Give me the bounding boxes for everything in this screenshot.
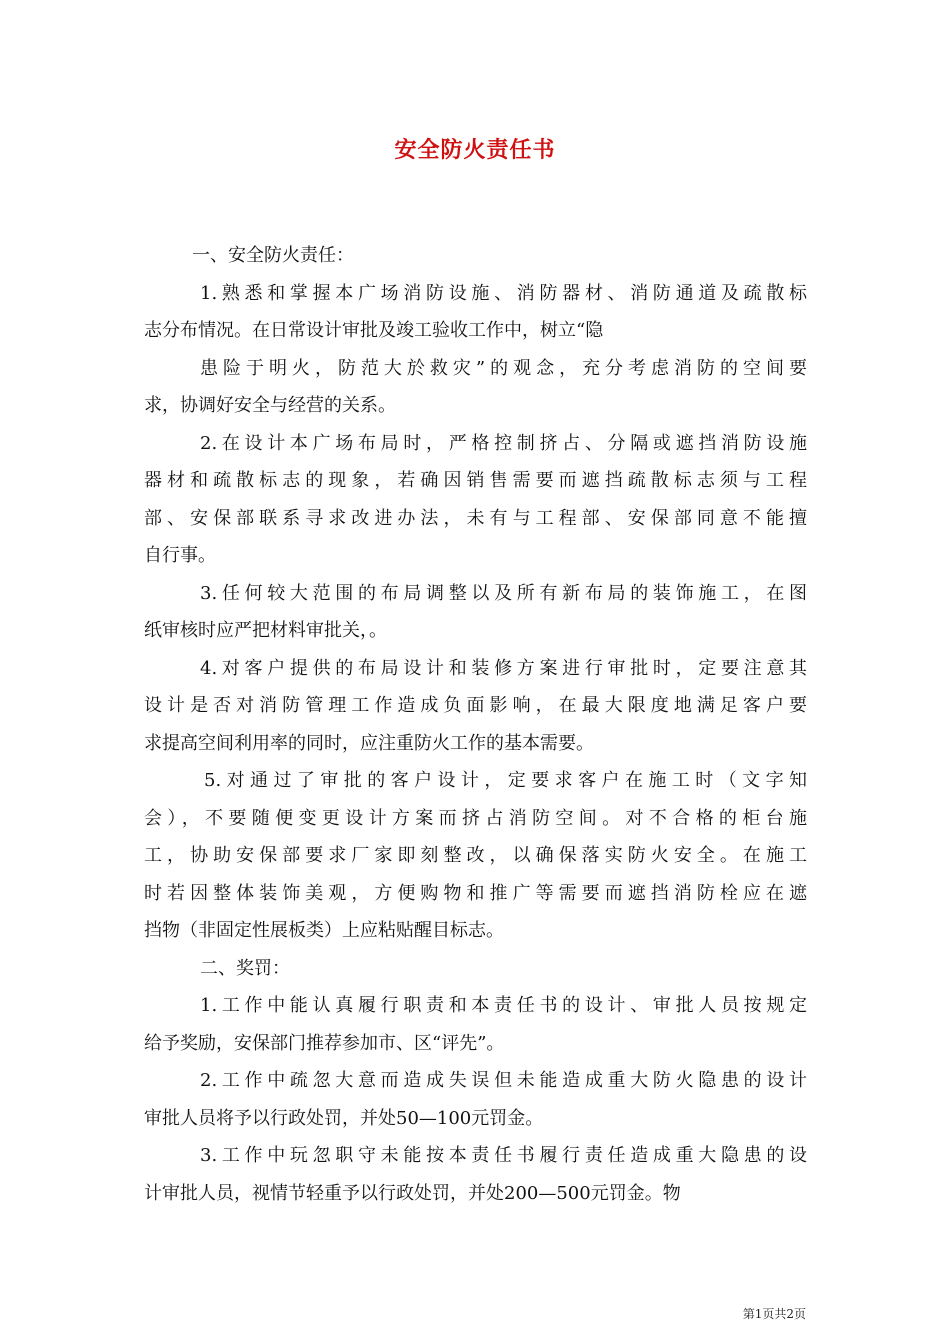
text-line: 自行事。 [144, 545, 216, 566]
text-line: 1.工作中能认真履行职责和本责任书的设计、审批人员按规定 [200, 995, 807, 1016]
text-line: 部、安保部联系寻求改进办法，未有与工程部、安保部同意不能擅 [144, 507, 807, 529]
text-line: 患险于明火，防范大於救灾”的观念，充分考虑消防的空间要 [200, 357, 807, 379]
text-line: 一、安全防火责任： [192, 245, 354, 266]
text-line: 挡物（非固定性展板类）上应粘贴醒目标志。 [144, 920, 504, 941]
paragraph [144, 1062, 807, 1137]
document-body [144, 237, 807, 1212]
text-line: 纸审核时应严把材料审批关，。 [144, 620, 387, 641]
paragraph [144, 650, 807, 763]
text-line: 计审批人员，视情节轻重予以行政处罚，并处200—500元罚金。物 [144, 1182, 681, 1204]
text-line: 二、奖罚： [200, 957, 290, 979]
text-line: 1.熟悉和掌握本广场消防设施、消防器材、消防通道及疏散标 [200, 282, 807, 304]
text-line: 求，协调好安全与经营的关系。 [144, 395, 396, 416]
document-title: 安全防火责任书 [394, 138, 556, 163]
paragraph [144, 950, 807, 988]
text-line: 时若因整体装饰美观，方便购物和推广等需要而遮挡消防栓应在遮 [144, 882, 807, 904]
text-line: 志分布情况。在日常设计审批及竣工验收工作中，树立“隐 [144, 320, 604, 341]
text-line: 3.工作中玩忽职守未能按本责任书履行责任造成重大隐患的设 [200, 1145, 807, 1166]
paragraph [144, 425, 807, 575]
text-line: 器材和疏散标志的现象，若确因销售需要而遮挡疏散标志须与工程 [144, 470, 807, 491]
paragraph [144, 762, 807, 950]
text-line: 工，协助安保部要求厂家即刻整改，以确保落实防火安全。在施工 [144, 845, 807, 866]
text-line: 会），不要随便变更设计方案而挤占消防空间。对不合格的柜台施 [144, 807, 807, 829]
paragraph [144, 987, 807, 1062]
text-line: 4.对客户提供的布局设计和装修方案进行审批时，定要注意其 [200, 657, 807, 679]
text-line: 5.对通过了审批的客户设计，定要求客户在施工时（文字知 [204, 770, 807, 791]
paragraph [144, 237, 807, 275]
text-line: 3.任何较大范围的布局调整以及所有新布局的装饰施工，在图 [200, 582, 807, 604]
paragraph [144, 275, 807, 350]
text-line: 求提高空间利用率的同时，应注重防火工作的基本需要。 [144, 732, 594, 754]
text-line: 2.工作中疏忽大意而造成失误但未能造成重大防火隐患的设计 [200, 1070, 807, 1091]
paragraph [144, 1137, 807, 1212]
text-line: 给予奖励，安保部门推荐参加市、区“评先”。 [144, 1032, 505, 1054]
paragraph [144, 350, 807, 425]
text-line: 审批人员将予以行政处罚，并处50—100元罚金。 [144, 1107, 544, 1129]
paragraph [144, 575, 807, 650]
page-number: 第1页共2页 [742, 1307, 806, 1321]
text-line: 设计是否对消防管理工作造成负面影响，在最大限度地满足客户要 [144, 695, 807, 716]
text-line: 2.在设计本广场布局时，严格控制挤占、分隔或遮挡消防设施 [200, 432, 807, 454]
